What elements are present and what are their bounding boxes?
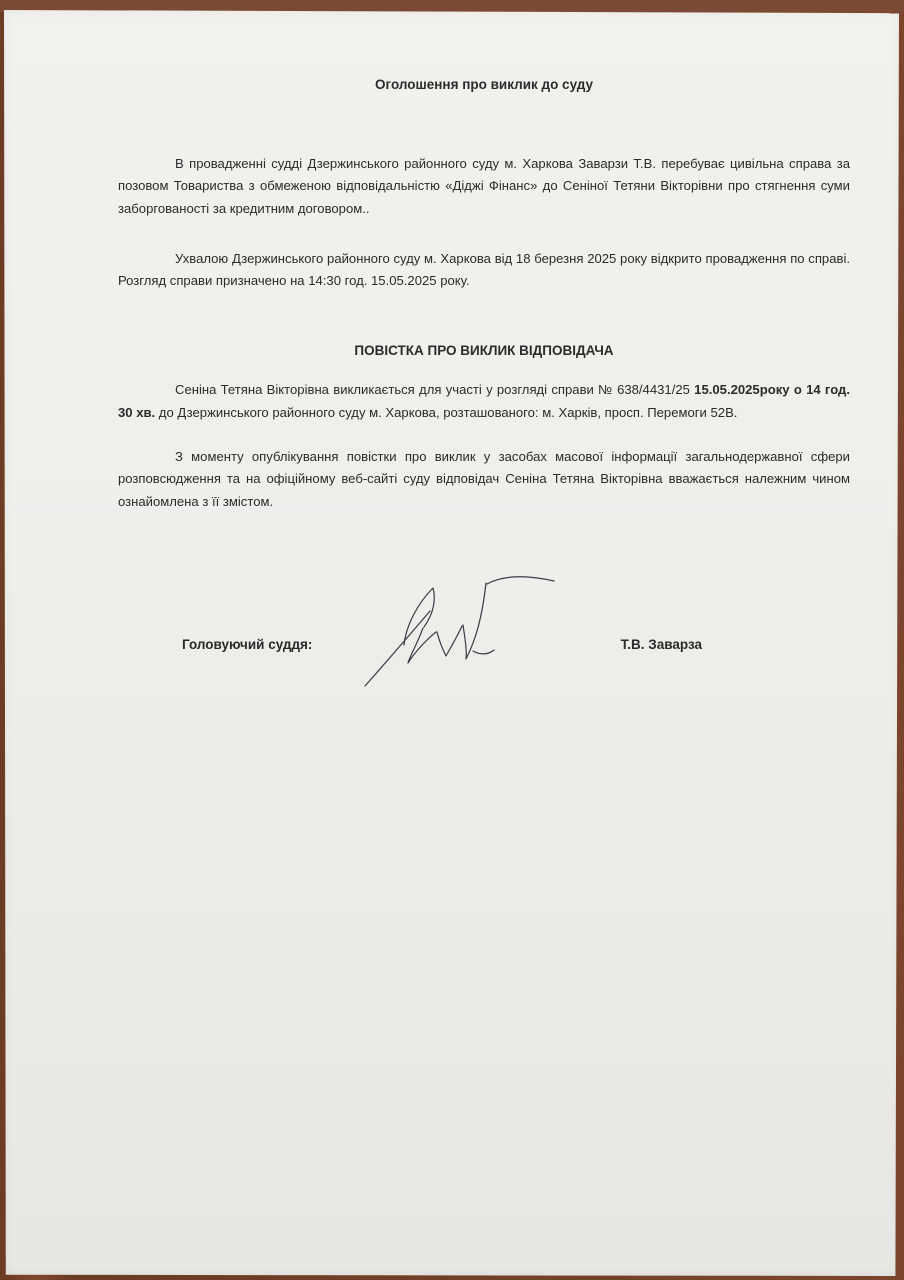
document-content [118, 75, 850, 513]
summons-date-time: 15.05.2025року о 14 год. 30 хв. [118, 382, 850, 420]
paragraph-summons [118, 379, 850, 424]
judge-label: Головуючий суддя: [182, 637, 313, 652]
summons-text-part2: до Дзержинського районного суду м. Харкова, розташованого: м. Харків, просп. Перемоги 52В. [155, 404, 738, 420]
handwritten-signature-icon [350, 568, 570, 698]
photo-background-strip [0, 0, 904, 12]
paragraph-case-info: В провадженні судді Дзержинського районного суду м. Харкова Заварзи Т.В. перебуває цивільна справа за позовом Товариства з обмеженою відповідальністю «Діджі Фінанс» до Сеніної Тетяни Вікторівни про стягнення суми заборгованості за кредитним договором.. [118, 156, 850, 216]
section-title: ПОВІСТКА ПРО ВИКЛИК ВІДПОВІДАЧА [354, 343, 614, 359]
summons-text-part1: Сеніна Тетяна Вікторівна викликається для участі у розгляді справи № 638/4431/25 [175, 382, 695, 398]
document-title: Оголошення про виклик до суду [375, 77, 593, 92]
paragraph-ruling: Ухвалою Дзержинського районного суду м. Харкова від 18 березня 2025 року відкрито провадження по справі. Розгляд справи призначено на 14:30 год. 15.05.2025 року. [118, 250, 850, 289]
paragraph-notice: З моменту опублікування повістки про виклик у засобах масової інформації загальнодержавної сфери розповсюдження та на офіційному веб-сайті суду відповідач Сеніна Тетяна Вікторівна вважається належним чином ознайомлена з її змістом. [118, 449, 850, 509]
judge-name: Т.В. Заварза [620, 637, 702, 652]
